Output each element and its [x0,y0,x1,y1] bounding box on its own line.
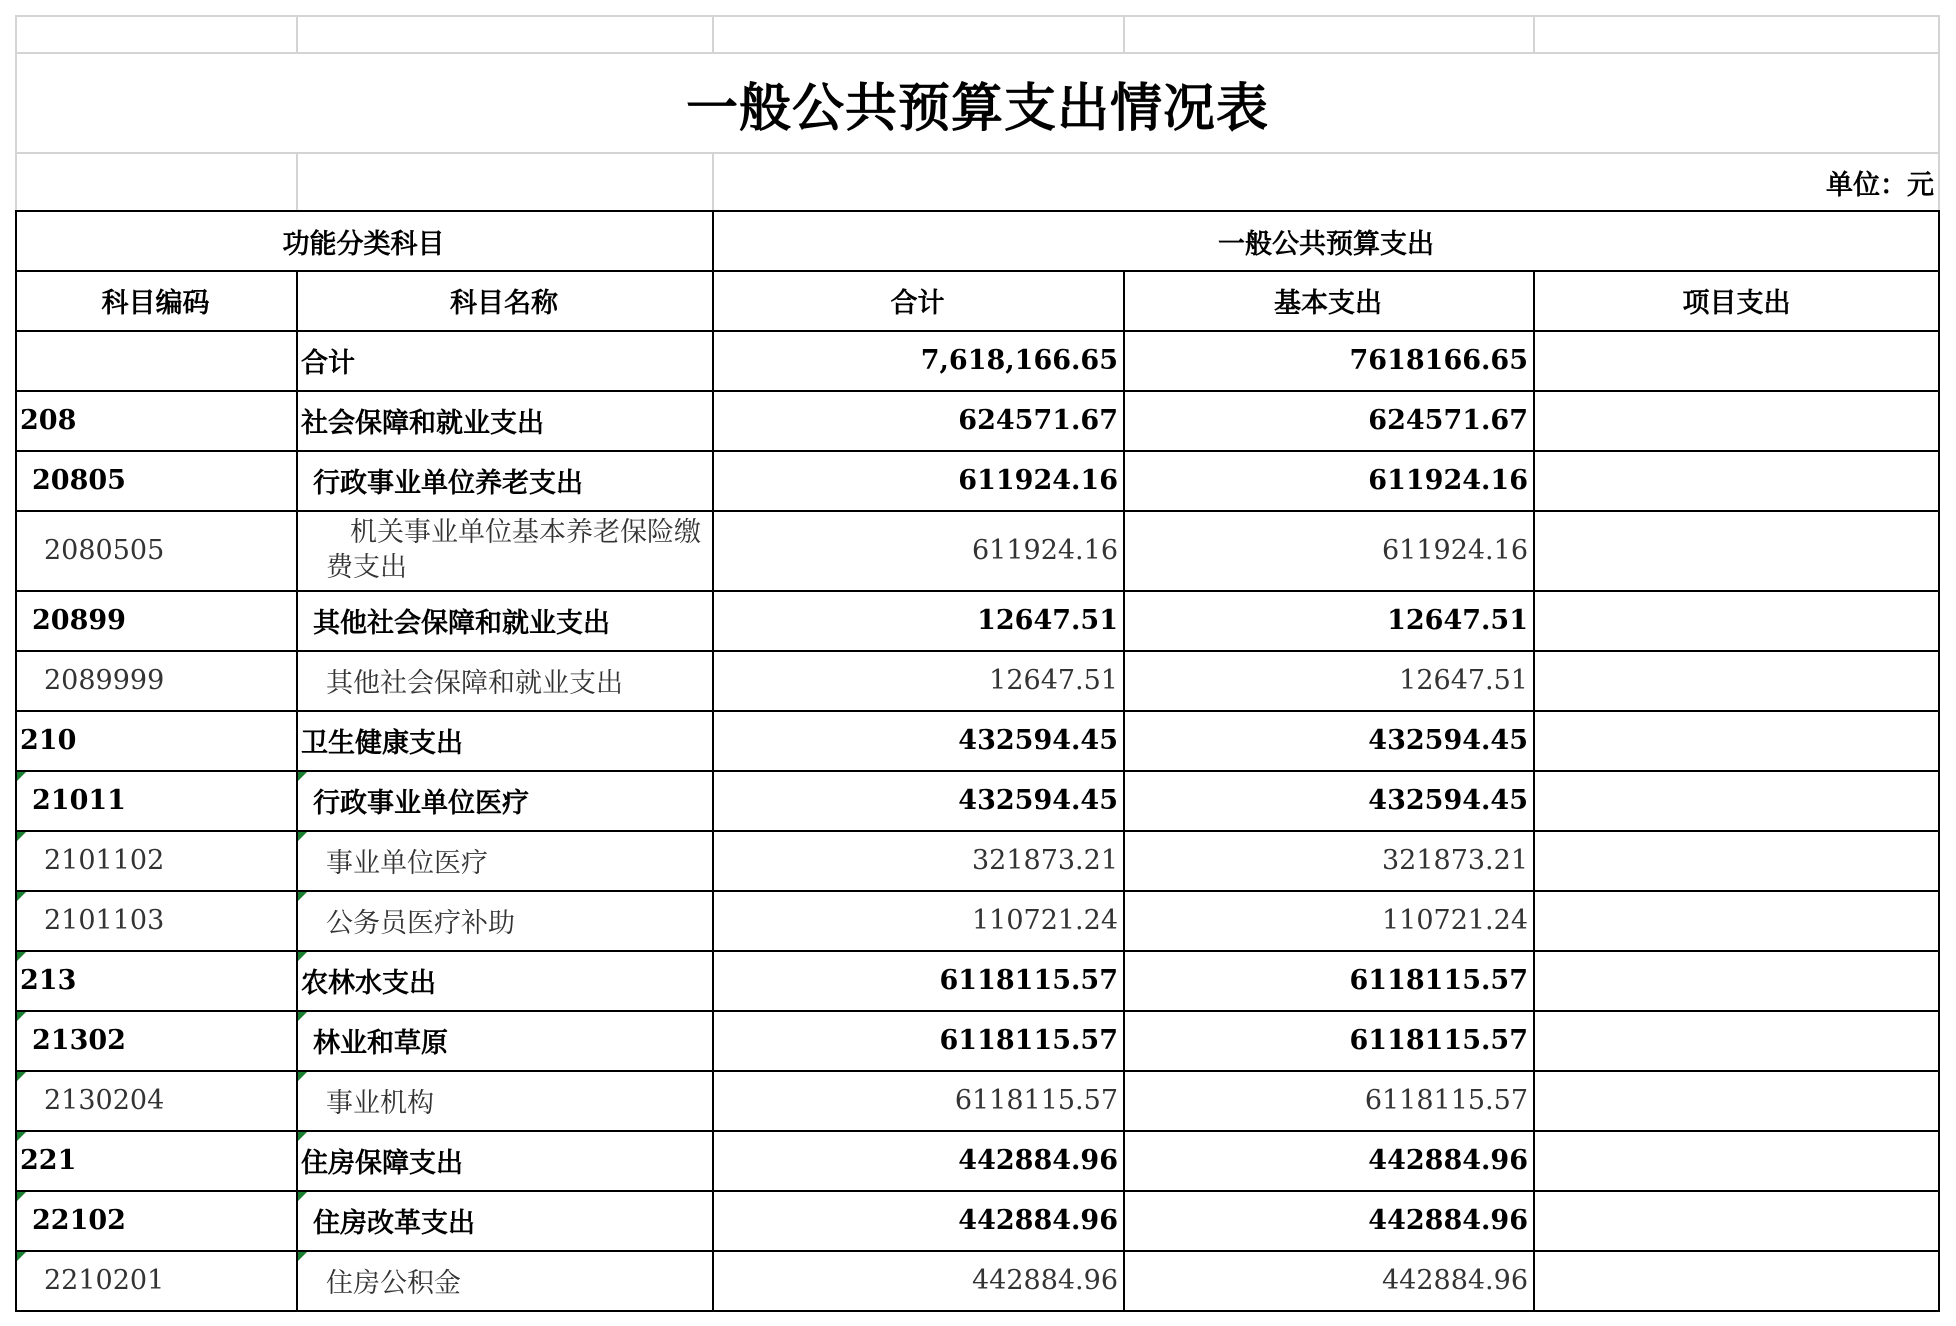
row-name: 行政事业单位养老支出 [313,467,583,499]
row-project [1533,1070,1940,1130]
text-number-indicator-icon [17,1252,26,1261]
row-code: 20805 [32,464,126,496]
table-border [1123,270,1125,1312]
text-number-indicator-icon [298,1132,307,1141]
row-name: 其他社会保障和就业支出 [326,667,623,699]
table-border [15,770,1940,772]
table-border [712,210,714,1312]
row-project [1533,1250,1940,1310]
row-total: 442884.96 [958,1144,1118,1176]
text-number-indicator-icon [298,1012,307,1021]
table-border [15,510,1940,512]
row-name: 农林水支出 [301,967,436,999]
row-name: 卫生健康支出 [301,727,463,759]
row-total: 6118115.57 [939,1024,1118,1056]
row-total: 611924.16 [958,464,1118,496]
row-project [1533,1190,1940,1250]
row-project [1533,650,1940,710]
table-border [15,1130,1940,1132]
row-basic: 432594.45 [1368,724,1528,756]
row-total: 442884.96 [958,1204,1118,1236]
text-number-indicator-icon [298,772,307,781]
table-border [15,830,1940,832]
table-border [15,210,1940,212]
text-number-indicator-icon [298,1252,307,1261]
text-number-indicator-icon [17,772,26,781]
row-code: 20899 [32,604,126,636]
table-border [1533,270,1535,1312]
text-number-indicator-icon [17,1012,26,1021]
row-name: 社会保障和就业支出 [301,407,544,439]
header-general-budget-expenditure: 一般公共预算支出 [1218,228,1434,260]
table-border [1938,210,1940,1312]
row-basic: 321873.21 [1381,844,1528,876]
unit-label: 单位：元 [1826,169,1934,201]
table-border [15,1070,1940,1072]
gridline [296,152,298,210]
text-number-indicator-icon [17,1192,26,1201]
row-total: 6118115.57 [939,964,1118,996]
page-title: 一般公共预算支出情况表 [685,77,1269,139]
row-project [1533,1130,1940,1190]
table-border [15,650,1940,652]
column-header-code: 科目编码 [101,287,210,319]
row-name: 行政事业单位医疗 [313,787,529,819]
table-border [296,270,298,1312]
row-total: 110721.24 [971,904,1118,936]
row-name: 住房公积金 [326,1267,461,1299]
row-project [1533,830,1940,890]
row-code: 21011 [32,784,126,816]
row-basic: 442884.96 [1368,1204,1528,1236]
table-border [15,1190,1940,1192]
row-name: 住房改革支出 [313,1207,475,1239]
row-total: 7,618,166.65 [920,344,1118,376]
row-total: 432594.45 [958,784,1118,816]
table-border [15,1310,1940,1312]
row-basic: 624571.67 [1368,404,1528,436]
table-border [15,1250,1940,1252]
row-code: 2210201 [44,1264,165,1296]
row-code: 213 [20,964,77,996]
row-total: 624571.67 [958,404,1118,436]
table-border [15,890,1940,892]
row-basic: 6118115.57 [1364,1084,1528,1116]
row-name: 林业和草原 [313,1027,448,1059]
column-header-basic: 基本支出 [1274,287,1382,319]
row-total: 6118115.57 [954,1084,1118,1116]
table-border [15,1010,1940,1012]
text-number-indicator-icon [298,952,307,961]
row-total: 611924.16 [971,534,1118,566]
row-project [1533,950,1940,1010]
row-basic: 12647.51 [1387,604,1528,636]
text-number-indicator-icon [298,832,307,841]
text-number-indicator-icon [298,1072,307,1081]
text-number-indicator-icon [17,952,26,961]
row-basic: 611924.16 [1368,464,1528,496]
table-border [15,710,1940,712]
row-name: 合计 [301,347,355,379]
row-name: 其他社会保障和就业支出 [313,607,610,639]
table-border [15,950,1940,952]
row-project [1533,450,1940,510]
row-name: 事业单位医疗 [326,847,488,879]
row-project [1533,590,1940,650]
column-header-project: 项目支出 [1682,287,1791,319]
text-number-indicator-icon [17,1132,26,1141]
row-code: 208 [20,404,77,436]
table-border [15,270,1940,272]
row-basic: 110721.24 [1381,904,1528,936]
row-code: 221 [20,1144,77,1176]
text-number-indicator-icon [298,892,307,901]
row-total: 12647.51 [977,604,1118,636]
row-total: 12647.51 [989,664,1118,696]
row-project [1533,710,1940,770]
row-basic: 7618166.65 [1349,344,1528,376]
gridline [15,15,1940,17]
row-name: 公务员医疗补助 [326,907,515,939]
row-basic: 442884.96 [1381,1264,1528,1296]
table-border [15,210,17,1312]
column-header-name: 科目名称 [450,287,558,319]
row-total: 442884.96 [971,1264,1118,1296]
row-code [15,330,296,390]
text-number-indicator-icon [17,832,26,841]
row-code: 21302 [32,1024,126,1056]
table-border [15,450,1940,452]
row-total: 321873.21 [971,844,1118,876]
column-header-total: 合计 [890,287,945,319]
row-code: 210 [20,724,77,756]
row-project [1533,770,1940,830]
row-basic: 12647.51 [1399,664,1528,696]
table-border [15,330,1940,332]
table-border [15,390,1940,392]
row-project [1533,330,1940,390]
gridline [1123,15,1125,54]
row-basic: 611924.16 [1381,534,1528,566]
row-code: 22102 [32,1204,126,1236]
row-code: 2101102 [44,844,165,876]
row-project [1533,890,1940,950]
row-project [1533,510,1940,590]
row-code: 2101103 [44,904,165,936]
row-basic: 6118115.57 [1349,1024,1528,1056]
row-code: 2080505 [44,534,165,566]
row-code: 2089999 [44,664,165,696]
row-basic: 432594.45 [1368,784,1528,816]
text-number-indicator-icon [17,1072,26,1081]
row-basic: 6118115.57 [1349,964,1528,996]
row-name: 事业机构 [326,1087,434,1119]
gridline [712,15,714,54]
text-number-indicator-icon [17,892,26,901]
table-border [15,590,1940,592]
row-project [1533,1010,1940,1070]
row-basic: 442884.96 [1368,1144,1528,1176]
gridline [296,15,298,54]
gridline [1533,15,1535,54]
row-total: 432594.45 [958,724,1118,756]
text-number-indicator-icon [298,1192,307,1201]
row-code: 2130204 [44,1084,165,1116]
row-name: 住房保障支出 [301,1147,463,1179]
row-project [1533,390,1940,450]
row-name: 机关事业单位基本养老保险缴费支出 [326,517,701,583]
header-functional-classification: 功能分类科目 [282,228,445,260]
